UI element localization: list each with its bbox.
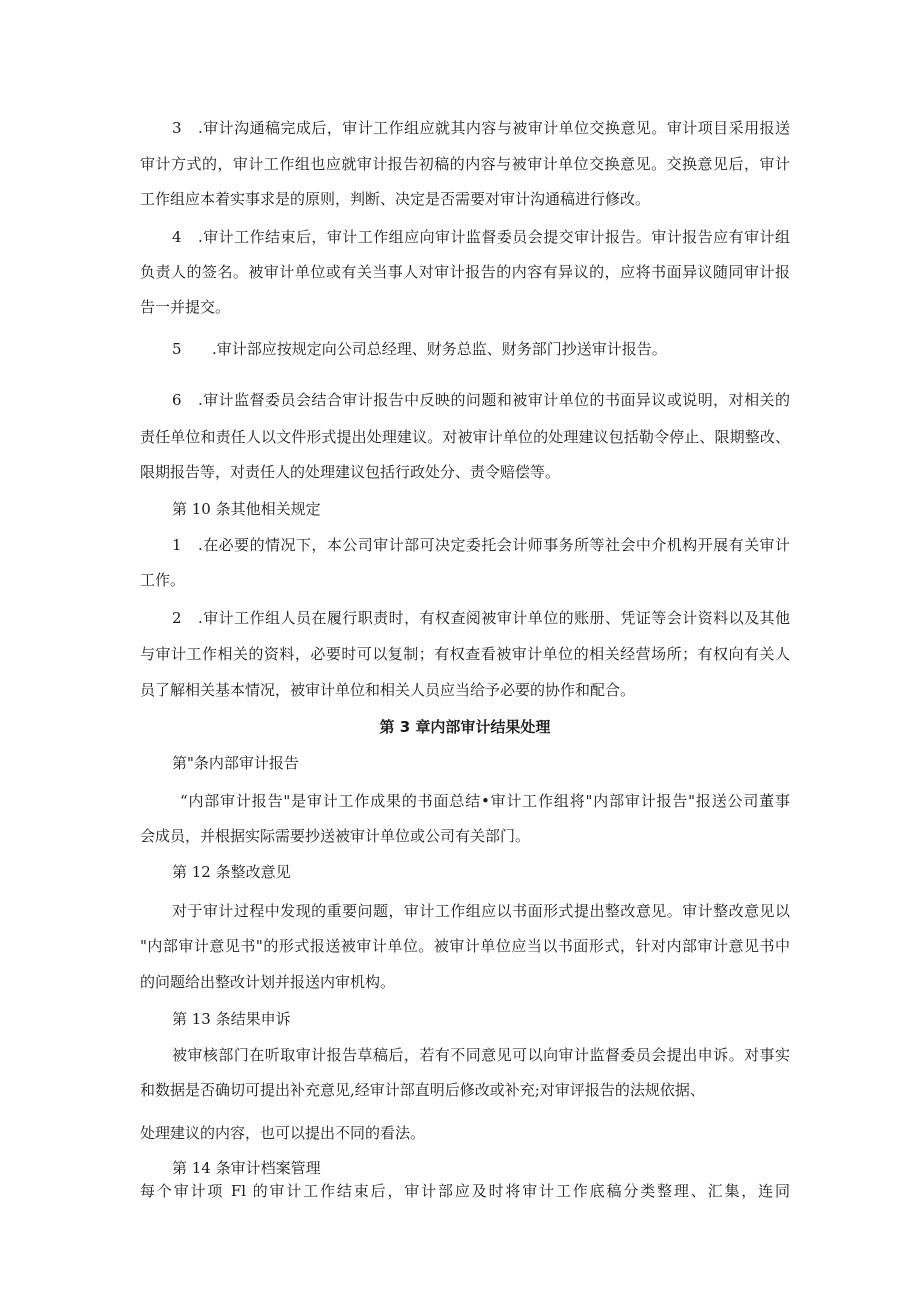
article-13-line-2: 和数据是否确切可提出补充意见,经审计部直明后修改或补充;对审评报告的法规依据、 <box>140 1081 705 1099</box>
article-10-item-1-number: 1 <box>172 536 182 554</box>
article-11-line-2: 会成员，并根据实际需要抄送被审计单位或公司有关部门。 <box>140 827 531 845</box>
article-12-line-1: 对于审计过程中发现的重要问题，审计工作组应以书面形式提出整改意见。审计整改意见以 <box>172 902 790 920</box>
paragraph-6-text-1: .审计监督委员会结合审计报告中反映的问题和被审计单位的书面异议或说明，对相关的 <box>198 391 790 409</box>
paragraph-4-number: 4 <box>172 228 182 246</box>
article-14-title: 第 14 条审计档案管理 <box>172 1159 321 1177</box>
article-13-line-1: 被审核部门在听取审计报告草稿后，若有不同意见可以向审计监督委员会提出申诉。对事实 <box>172 1046 790 1064</box>
article-10-item-1-line-1 <box>172 536 790 554</box>
paragraph-6-line-1 <box>172 391 790 409</box>
article-10-item-2-number: 2 <box>172 609 182 627</box>
article-14-line-1: 每个审计项 Fl 的审计工作结束后，审计部应及时将审计工作底稿分类整理、汇集，连同 <box>140 1182 790 1200</box>
article-12-line-2: "内部审计意见书"的形式报送被审计单位。被审计单位应当以书面形式，针对内部审计意见书中 <box>140 937 790 955</box>
article-10-item-2-text-1: .审计工作组人员在履行职责时，有权查阅被审计单位的账册、凭证等会计资料以及其他 <box>198 609 790 627</box>
article-13-title: 第 13 条结果申诉 <box>172 1010 291 1028</box>
article-10-item-1-text-1: .在必要的情况下，本公司审计部可决定委托会计师事务所等社会中介机构开展有关审计 <box>198 536 790 554</box>
paragraph-4-line-2: 负责人的签名。被审计单位或有关当事人对审计报告的内容有异议的，应将书面异议随同审计报 <box>140 263 790 281</box>
article-10-item-2-line-1 <box>172 609 790 627</box>
chapter-3-heading: 第 3 章内部审计结果处理 <box>379 718 551 736</box>
paragraph-3-line-1 <box>172 119 790 137</box>
paragraph-3-line-2: 审计方式的，审计工作组也应就审计报告初稿的内容与被审计单位交换意见。交换意见后，审计 <box>140 155 790 173</box>
paragraph-4-line-1 <box>172 228 790 246</box>
paragraph-4-text-1: .审计工作结束后，审计工作组应向审计监督委员会提交审计报告。审计报告应有审计组 <box>198 228 790 246</box>
paragraph-3-number: 3 <box>172 119 182 137</box>
article-12-line-3: 的问题给出整改计划并报送内审机构。 <box>140 973 396 991</box>
article-10-item-1-line-2: 工作。 <box>140 571 186 589</box>
paragraph-3-text-1: .审计沟通稿完成后，审计工作组应就其内容与被审计单位交换意见。审计项目采用报送 <box>198 119 790 137</box>
article-10-item-2-line-3: 员了解相关基本情况，被审计单位和相关人员应当给予必要的协作和配合。 <box>140 681 636 699</box>
paragraph-5-number: 5 <box>172 340 182 358</box>
article-11-title: 第"条内部审计报告 <box>172 754 299 772</box>
article-10-item-2-line-2: 与审计工作相关的资料，必要时可以复制；有权查看被审计单位的相关经营场所；有权向有关人 <box>140 645 790 663</box>
paragraph-5-line-1 <box>172 340 790 358</box>
paragraph-6-number: 6 <box>172 391 182 409</box>
article-13-line-3: 处理建议的内容，也可以提出不同的看法。 <box>140 1124 426 1142</box>
article-11-line-1: “内部审计报告"是审计工作成果的书面总结•审计工作组将"内部审计报告"报送公司董事 <box>180 792 790 810</box>
paragraph-6-line-3: 限期报告等，对责任人的处理建议包括行政处分、责令赔偿等。 <box>140 463 561 481</box>
article-10-title: 第 10 条其他相关规定 <box>172 500 321 518</box>
article-12-title: 第 12 条整改意见 <box>172 863 291 881</box>
paragraph-5-text-1: .审计部应按规定向公司总经理、财务总监、财务部门抄送审计报告。 <box>212 340 667 358</box>
paragraph-4-line-3: 告一并提交。 <box>140 298 231 316</box>
paragraph-3-line-3: 工作组应本着实事求是的原则，判断、决定是否需要对审计沟通稿进行修改。 <box>140 190 651 208</box>
paragraph-6-line-2: 责任单位和责任人以文件形式提出处理建议。对被审计单位的处理建议包括勒令停止、限期整改、 <box>140 428 790 446</box>
